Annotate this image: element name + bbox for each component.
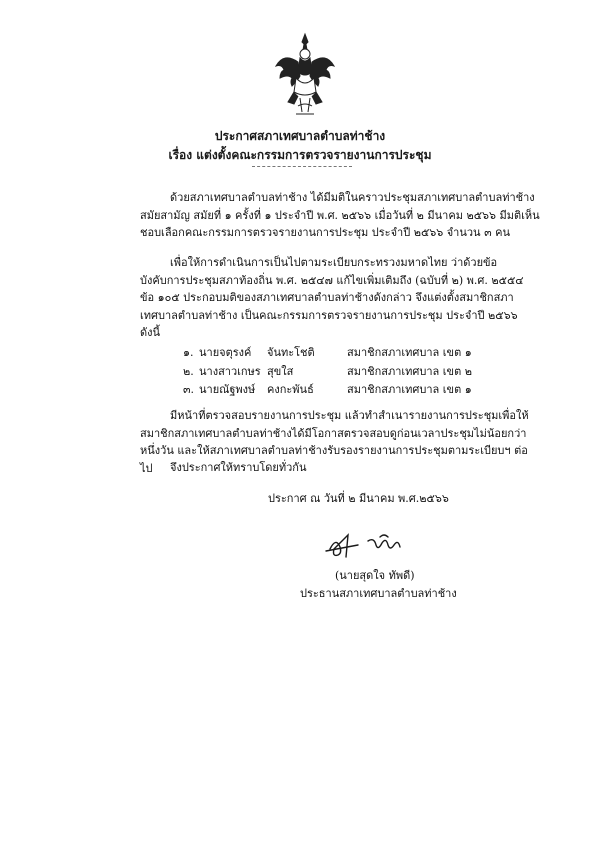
member-number: ๑. [183, 346, 194, 360]
paragraph-1-text: ด้วยสภาเทศบาลตำบลท่าช้าง ได้มีมติในคราวประชุมสภาเทศบาลตำบลท่าช้าง สมัยสามัญ สมัยที่ ๑ ครั้งที่ ๑ ประจำปี พ.ศ. ๒๕๖๖ เมื่อวันที่ ๒ มีนาคม ๒๕๖๖ มีมติเห็นชอบเลือกคณะกรรมการตรวจรายงานการประชุม ประจำปี ๒๕๖๖ จำนวน ๓ คน [140, 191, 540, 239]
member-number: ๒. [183, 364, 194, 378]
member-role: สมาชิกสภาเทศบาล เขต ๒ [347, 364, 472, 378]
signer-position: ประธานสภาเทศบาลตำบลท่าช้าง [300, 587, 457, 600]
paragraph-2 [140, 254, 540, 342]
member-name: นางสาวเกษร [199, 364, 261, 378]
announcement-title: ประกาศสภาเทศบาลตำบลท่าช้าง [214, 129, 386, 143]
announcement-subject: เรื่อง แต่งตั้งคณะกรรมการตรวจรายงานการประชุม [168, 148, 432, 162]
paragraph-1 [140, 189, 540, 242]
paragraph-2-text: เพื่อให้การดำเนินการเป็นไปตามระเบียบกระทรวงมหาดไทย ว่าด้วยข้อบังคับการประชุมสภาท้องถิ่น พ.ศ. ๒๕๔๗ แก้ไขเพิ่มเติมถึง (ฉบับที่ ๒) พ.ศ. ๒๕๕๔ ข้อ ๑๐๕ ประกอบมติของสภาเทศบาลตำบลท่าช้างดังกล่าว จึงแต่งตั้งสมาชิกสภาเทศบาลตำบลท่าช้าง เป็นคณะกรรมการตรวจรายงานการประชุม ประจำปี ๒๕๖๖ ดังนี้ [140, 256, 524, 339]
signer-name: (นายสุดใจ ทัพดี) [335, 569, 415, 582]
member-row [183, 380, 543, 399]
member-surname: สุขใส [267, 364, 294, 378]
member-row [183, 343, 543, 362]
paragraph-4: จึงประกาศให้ทราบโดยทั่วกัน [170, 461, 307, 474]
member-surname: จันทะโชติ [267, 346, 315, 360]
member-role: สมาชิกสภาเทศบาล เขต ๑ [347, 346, 472, 360]
title-divider [252, 166, 352, 167]
announcement-date: ประกาศ ณ วันที่ ๒ มีนาคม พ.ศ.๒๕๖๖ [268, 492, 449, 505]
committee-member-list [183, 343, 543, 399]
member-row [183, 362, 543, 381]
member-number: ๓. [183, 383, 195, 397]
garuda-emblem-icon [272, 32, 338, 116]
member-name: นายณัฐพงษ์ [199, 383, 256, 397]
handwritten-signature [318, 527, 428, 563]
paragraph-3-text: มีหน้าที่ตรวจสอบรายงานการประชุม แล้วทำสำเนารายงานการประชุมเพื่อให้สมาชิกสภาเทศบาลตำบลท่าช้างได้มีโอกาสตรวจสอบดูก่อนเวลาประชุมไม่น้อยกว่าหนึ่งวัน และให้สภาเทศบาลตำบลท่าช้างรับรองรายงานการประชุมตามระเบียบฯ ต่อไป [140, 409, 529, 475]
member-name: นายจตุรงค์ [199, 346, 252, 360]
member-role: สมาชิกสภาเทศบาล เขต ๑ [347, 383, 472, 397]
member-surname: คงกะพันธ์ [267, 383, 314, 397]
